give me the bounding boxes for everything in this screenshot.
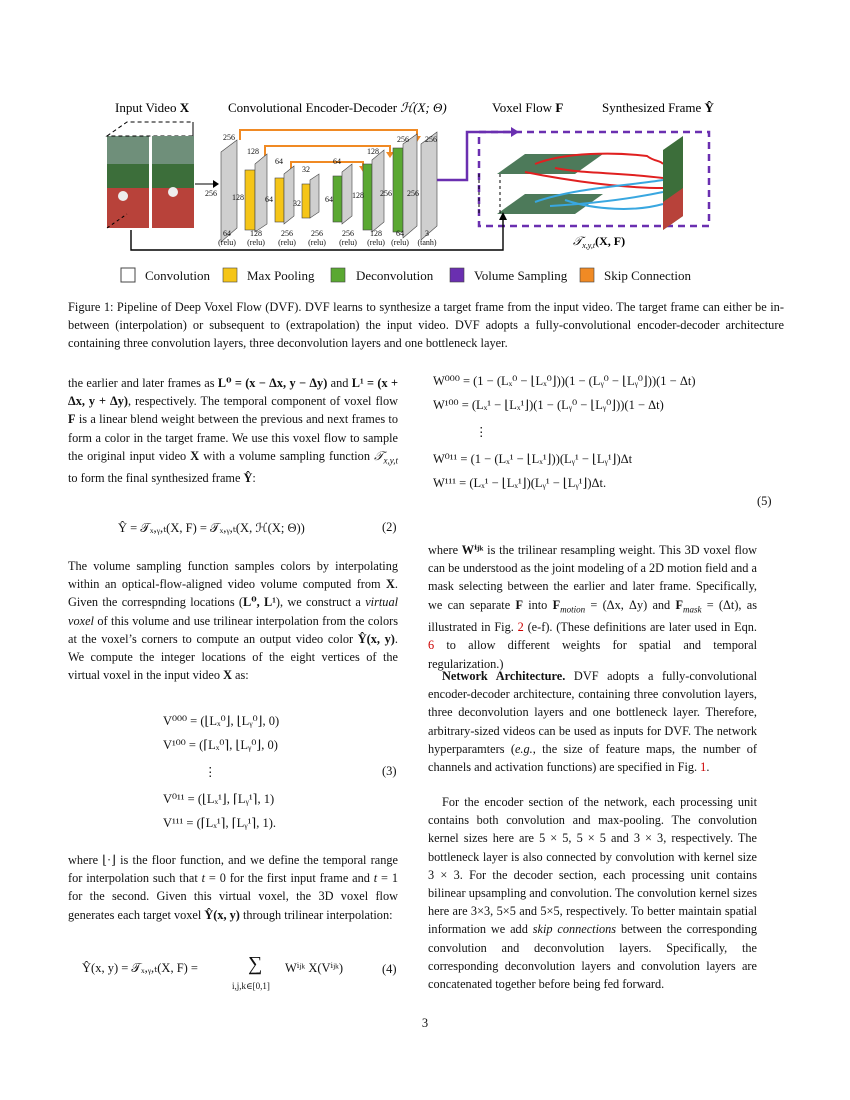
svg-text:256: 256 — [342, 229, 354, 238]
svg-text:Skip Connection: Skip Connection — [604, 268, 692, 283]
svg-text:32: 32 — [293, 199, 301, 208]
svg-text:256: 256 — [205, 189, 217, 198]
left-para-2: The volume sampling function samples colors by interpolating within an optical-flow-aligned video volume computed from X. Given the correspnding locations (L⁰, L¹), we construct a virtual voxel of this volume and use trilinear interpolation from the colors at the voxel’s corners to compute an output video color Ŷ(x, y). We compute the integer locations of the eight vertices of the virtual voxel in the input video X as: — [68, 559, 399, 683]
svg-text:32: 32 — [302, 165, 310, 174]
right-para-1: where Wⁱʲᵏ is the trilinear resampling weight. This 3D voxel flow can be understood as the joint modeling of a 2D motion field and a mask selecting between the earlier and later frame. Specifically, we can separate F into $F_{motion} = (\Delta x$, Δy) and $F_{mask} = (\Delta t)$, as illustrated in Fig. 2 (e-f). (These definitions are later used in Eqn. 6 to allow different weights for spatial and temporal regularization.) — [428, 543, 757, 671]
equation-3-line-4: V¹¹¹ = (⌈Lₓ¹⌉, ⌈Lᵧ¹⌉, 1). — [163, 816, 276, 830]
network-architecture-heading: Network Architecture. — [442, 669, 566, 683]
svg-text:(relu): (relu) — [278, 238, 296, 247]
label-encoder-decoder: Convolutional Encoder-Decoder ℋ(X; Θ) — [228, 100, 447, 115]
svg-text:3: 3 — [425, 229, 429, 238]
equation-3-number: (3) — [382, 764, 397, 778]
equation-4-sum: ∑ — [248, 953, 263, 975]
svg-text:128: 128 — [247, 147, 259, 156]
svg-text:64: 64 — [265, 195, 273, 204]
svg-text:256: 256 — [281, 229, 293, 238]
svg-text:(relu): (relu) — [308, 238, 326, 247]
right-para-2: Network Architecture. DVF adopts a fully-convolutional encoder-decoder architecture, containing three convolution layers, three deconvolution layers and one bottleneck layer. Therefore, arbitrary-sized videos can be used as inputs for DVF. The network hyperparamters (e.g., the size of feature maps, the number of channels and activation functions) are specified in Fig. 1. — [428, 669, 757, 775]
equation-5-dots: ⋮ — [475, 425, 488, 439]
equation-3-line-3: V⁰¹¹ = (⌊Lₓ¹⌋, ⌈Lᵧ¹⌉, 1) — [163, 792, 275, 806]
label-voxel-flow: Voxel Flow F — [492, 100, 564, 115]
input-frame-1 — [107, 136, 149, 228]
svg-text:(relu): (relu) — [339, 238, 357, 247]
svg-text:Convolution: Convolution — [145, 268, 211, 283]
svg-text:(relu): (relu) — [247, 238, 265, 247]
sampling-function-label: 𝒯$_{x,y,t}$(X, F) — [573, 234, 626, 250]
figure-1 — [95, 92, 735, 292]
svg-text:256: 256 — [425, 135, 437, 144]
label-input-video: Input Video X — [115, 100, 190, 115]
svg-text:Volume Sampling: Volume Sampling — [474, 268, 568, 283]
svg-text:Max Pooling: Max Pooling — [247, 268, 315, 283]
svg-text:256: 256 — [223, 133, 235, 142]
input-frame-2 — [152, 136, 194, 228]
equation-5-line-3: W⁰¹¹ = (1 − (Lₓ¹ − ⌊Lₓ¹⌋))(Lᵧ¹ − ⌊Lᵧ¹⌋)Δt — [433, 452, 633, 466]
equation-3-line-1: V⁰⁰⁰ = (⌊Lₓ⁰⌋, ⌊Lᵧ⁰⌋, 0) — [163, 714, 280, 728]
svg-text:128: 128 — [367, 147, 379, 156]
svg-text:(relu): (relu) — [218, 238, 236, 247]
svg-text:64: 64 — [396, 229, 404, 238]
svg-text:64: 64 — [325, 195, 333, 204]
equation-4-rhs: Wⁱʲᵏ X(Vⁱʲᵏ) — [285, 961, 344, 975]
left-para-3: where ⌊·⌋ is the floor function, and we define the temporal range for interpolation such that t = 0 for the first input frame and t = 1 for the second. Given this virtual voxel, the 3D voxel flow generates each target voxel Ŷ(x, y) through trilinear interpolation: — [68, 853, 398, 922]
equation-5-number: (5) — [757, 494, 772, 508]
svg-text:128: 128 — [232, 193, 244, 202]
equation-2: Ŷ = 𝒯ₓ,ᵧ,ₜ(X, F) = 𝒯ₓ,ᵧ,ₜ(X, ℋ(X; Θ)) — [118, 521, 305, 535]
ref-eqn-6[interactable]: 6 — [428, 638, 435, 653]
svg-text:Deconvolution: Deconvolution — [356, 268, 434, 283]
svg-text:(relu): (relu) — [391, 238, 409, 247]
svg-text:128: 128 — [250, 229, 262, 238]
equation-5-line-4: W¹¹¹ = (Lₓ¹ − ⌊Lₓ¹⌋)(Lᵧ¹ − ⌊Lᵧ¹⌋)Δt. — [433, 476, 607, 490]
pipeline-diagram — [95, 92, 735, 292]
svg-text:(tanh): (tanh) — [417, 238, 437, 247]
ref-fig-1[interactable]: 1 — [700, 760, 707, 775]
equation-2-number: (2) — [382, 520, 397, 534]
equation-3-line-2: V¹⁰⁰ = (⌈Lₓ⁰⌉, ⌊Lᵧ⁰⌋, 0) — [163, 738, 278, 752]
equation-4-sum-range: i,j,k∈[0,1] — [232, 981, 270, 991]
svg-text:128: 128 — [370, 229, 382, 238]
equation-4-lhs: Ŷ(x, y) = 𝒯ₓ,ᵧ,ₜ(X, F) = — [82, 961, 198, 975]
equation-3-dots: ⋮ — [204, 765, 217, 779]
synthesized-frame — [663, 136, 683, 230]
voxel-flow-planes — [479, 154, 663, 214]
equation-5-line-1: W⁰⁰⁰ = (1 − (Lₓ⁰ − ⌊Lₓ⁰⌋))(1 − (Lᵧ⁰ − ⌊Lᵧ⁰⌋))(1 − Δt) — [433, 374, 696, 388]
svg-text:64: 64 — [333, 157, 341, 166]
left-para-1: the earlier and later frames as L⁰ = (x − Δx, y − Δy) and L¹ = (x + Δx, y + Δy), respectively. The temporal component of voxel flow F is a linear blend weight between the previous and next frames to form a color in the target frame. We use this voxel flow to sample the original input video X with a volume sampling function 𝒯$_{x,y,t}$ to form the final synthesized frame Ŷ: — [68, 376, 399, 486]
ref-fig-2[interactable]: 2 — [517, 620, 524, 635]
label-synth-frame: Synthesized Frame Ŷ — [602, 100, 714, 115]
svg-text:256: 256 — [407, 189, 419, 198]
svg-text:256: 256 — [380, 189, 392, 198]
svg-text:128: 128 — [352, 191, 364, 200]
right-para-3: For the encoder section of the network, each processing unit contains both convolution and max-pooling. The convolution kernel sizes here are 5 × 5, 5 × 5 and 3 × 3, respectively. The bottleneck layer is also connected by convolution with kernel size 3 × 3. For the decoder section, each processing unit contains bilinear upsampling and convolution. The convolution kernel sizes here are 3×3, 5×5 and 5×5, respectively. To better maintain spatial information we add skip connections between the corresponding convolution and deconvolution layers. Specifically, the corresponding deconvolution layers and convolution layers are concatenated together before being fed forward. — [428, 795, 757, 992]
equation-4-number: (4) — [382, 962, 397, 976]
svg-text:256: 256 — [397, 135, 409, 144]
equation-5-line-2: W¹⁰⁰ = (Lₓ¹ − ⌊Lₓ¹⌋)(1 − (Lᵧ⁰ − ⌊Lᵧ⁰⌋))(1 − Δt) — [433, 398, 664, 412]
figure-caption: Figure 1: Pipeline of Deep Voxel Flow (DVF). DVF learns to synthesize a target frame from the input video. The target frame can either be in-between (interpolation) or subsequent to (extrapolation) the input video. DVF adopts a fully-convolutional encoder-decoder architecture containing three convolution layers, three deconvolution layers and one bottleneck layer. — [68, 300, 784, 350]
legend — [121, 268, 692, 283]
svg-text:256: 256 — [311, 229, 323, 238]
svg-text:64: 64 — [275, 157, 283, 166]
svg-text:(relu): (relu) — [367, 238, 385, 247]
svg-text:64: 64 — [223, 229, 231, 238]
page-number: 3 — [421, 1016, 429, 1030]
